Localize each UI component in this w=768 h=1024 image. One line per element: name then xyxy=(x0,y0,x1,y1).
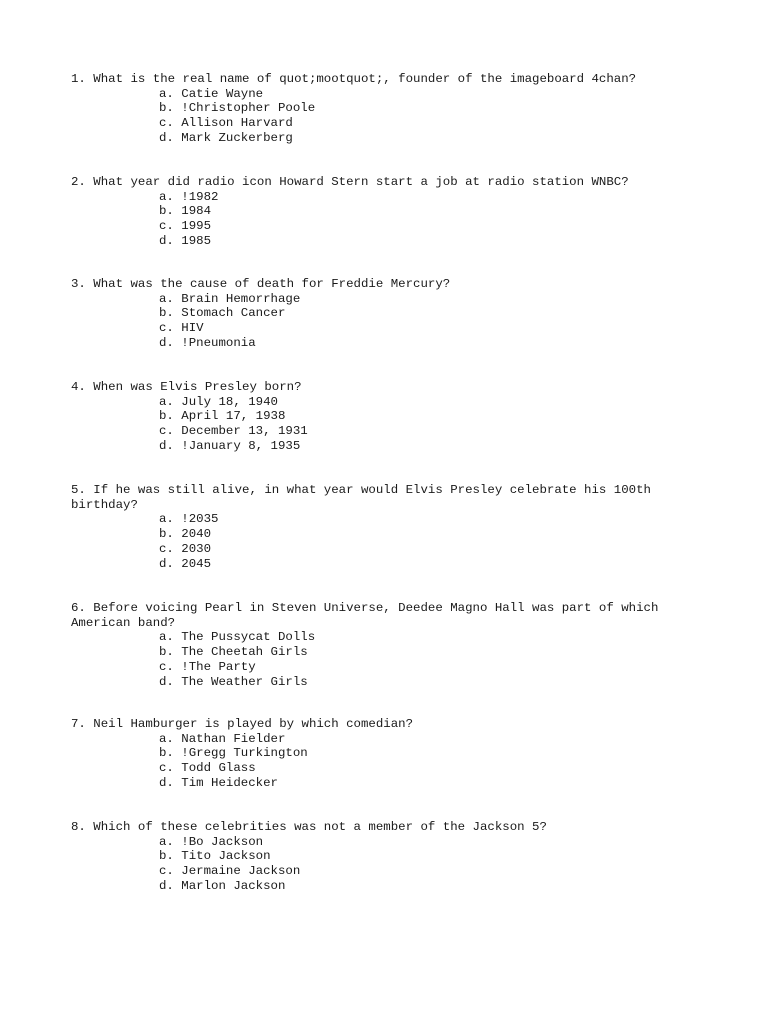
option-c: c. Jermaine Jackson xyxy=(159,864,301,879)
option-b: b. 2040 xyxy=(159,527,212,542)
question-text: 4. When was Elvis Presley born? xyxy=(71,380,302,394)
option-b: b. !Gregg Turkington xyxy=(159,746,308,761)
question-3 xyxy=(71,277,691,351)
question-8 xyxy=(71,820,691,894)
option-a: a. Nathan Fielder xyxy=(159,731,286,746)
option-a: a. The Pussycat Dolls xyxy=(159,630,316,645)
option-c: c. !The Party xyxy=(159,659,256,674)
option-a: a. !1982 xyxy=(159,189,219,204)
option-c: c. HIV xyxy=(159,321,204,336)
option-c: c. 2030 xyxy=(159,541,212,556)
option-d: d. 2045 xyxy=(159,556,212,571)
option-d: d. !January 8, 1935 xyxy=(159,438,301,453)
option-c: c. Allison Harvard xyxy=(159,116,293,131)
question-2 xyxy=(71,175,691,249)
option-d: d. The Weather Girls xyxy=(159,674,308,689)
option-d: d. Tim Heidecker xyxy=(159,775,278,790)
option-c: c. 1995 xyxy=(159,219,212,234)
option-b: b. Tito Jackson xyxy=(159,849,271,864)
option-a: a. !2035 xyxy=(159,512,219,527)
question-text: 7. Neil Hamburger is played by which comedian? xyxy=(71,717,414,731)
question-4 xyxy=(71,380,691,454)
option-b: b. 1984 xyxy=(159,204,212,219)
question-text: 1. What is the real name of quot;mootquot;, founder of the imageboard 4chan? xyxy=(71,72,637,86)
option-b: b. The Cheetah Girls xyxy=(159,645,308,660)
option-b: b. !Christopher Poole xyxy=(159,101,316,116)
option-d: d. !Pneumonia xyxy=(159,335,256,350)
option-d: d. 1985 xyxy=(159,233,212,248)
question-text: 2. What year did radio icon Howard Stern start a job at radio station WNBC? xyxy=(71,175,629,189)
option-a: a. July 18, 1940 xyxy=(159,394,278,409)
option-b: b. April 17, 1938 xyxy=(159,409,286,424)
option-a: a. Catie Wayne xyxy=(159,86,264,101)
option-c: c. December 13, 1931 xyxy=(159,424,308,439)
question-1 xyxy=(71,72,691,146)
question-text: 5. If he was still alive, in what year would Elvis Presley celebrate his 100th birthday? xyxy=(71,483,651,512)
option-d: d. Marlon Jackson xyxy=(159,878,286,893)
question-6 xyxy=(71,601,691,689)
question-5 xyxy=(71,483,691,571)
question-text: 3. What was the cause of death for Freddie Mercury? xyxy=(71,277,451,291)
option-b: b. Stomach Cancer xyxy=(159,306,286,321)
question-text: 8. Which of these celebrities was not a member of the Jackson 5? xyxy=(71,820,547,834)
question-text: 6. Before voicing Pearl in Steven Universe, Deedee Magno Hall was part of which American band? xyxy=(71,601,659,630)
question-7 xyxy=(71,717,691,791)
option-c: c. Todd Glass xyxy=(159,761,256,776)
option-a: a. !Bo Jackson xyxy=(159,834,264,849)
option-d: d. Mark Zuckerberg xyxy=(159,130,293,145)
option-a: a. Brain Hemorrhage xyxy=(159,291,301,306)
